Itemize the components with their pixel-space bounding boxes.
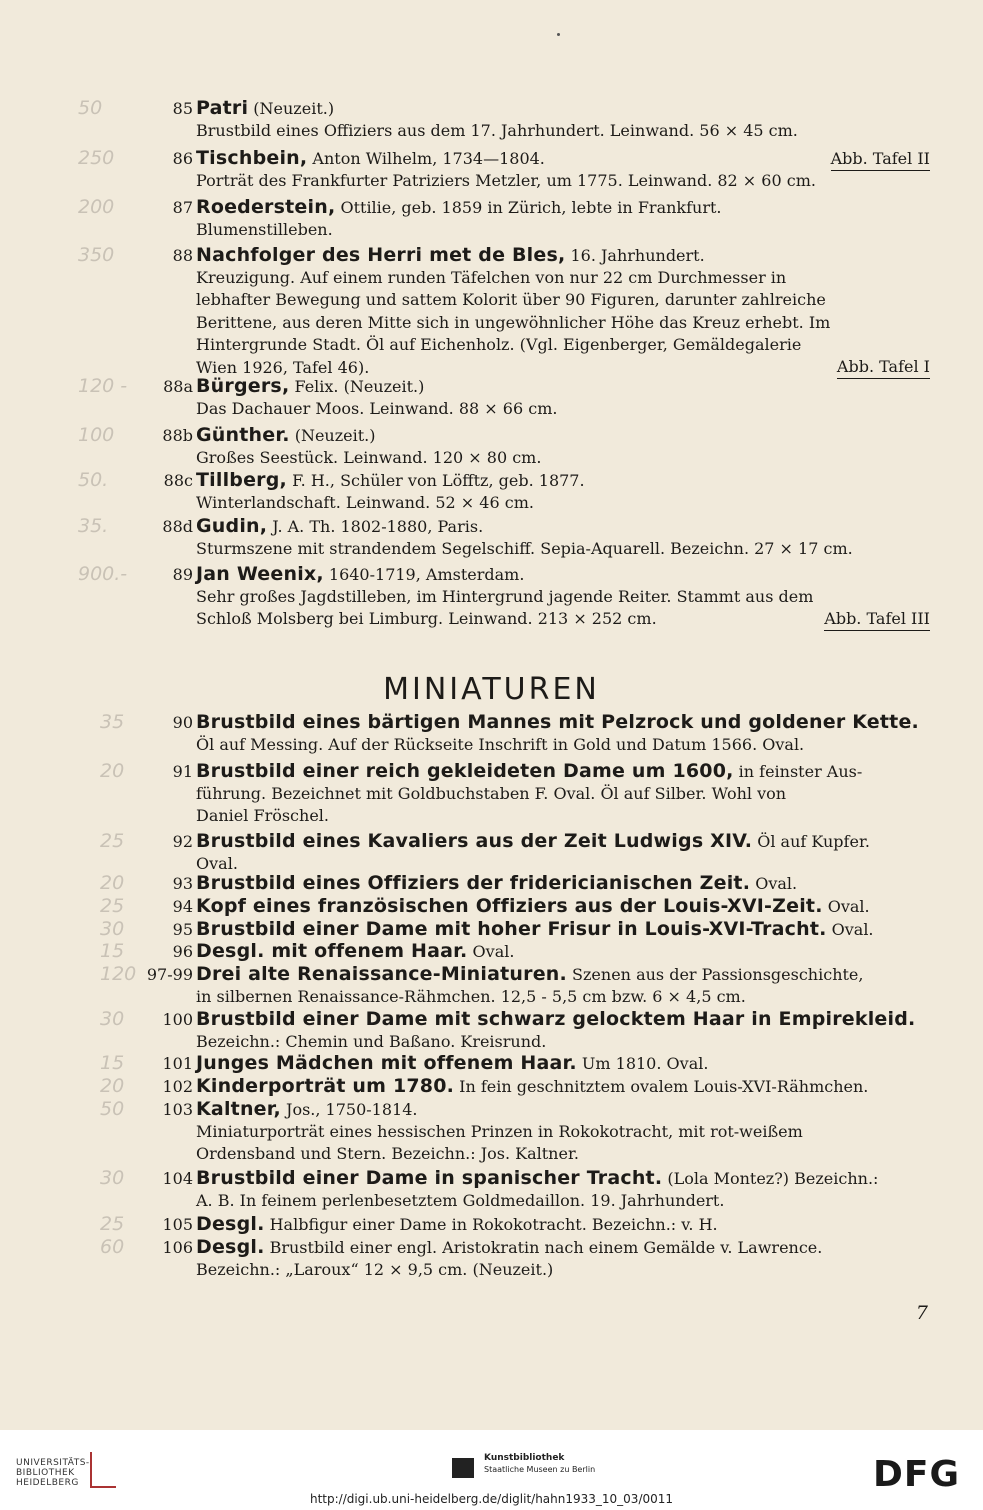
- lot-description: in silbernen Renaissance-Rähmchen. 12,5 - 5,5 cm bzw. 6 × 4,5 cm.: [196, 987, 746, 1006]
- lot-description: Öl auf Messing. Auf der Rückseite Inschrift in Gold und Datum 1566. Oval.: [196, 735, 805, 754]
- lot-description: Bezeichn.: Chemin und Baßano. Kreisrund.: [196, 1032, 547, 1051]
- lot-description: Wien 1926, Tafel 46).: [196, 357, 370, 377]
- lot-number: 94: [172, 897, 193, 916]
- plate-reference: Abb. Tafel III: [824, 608, 930, 631]
- lot-heading: [196, 1235, 822, 1260]
- lot-number: 96: [172, 942, 193, 961]
- lot-title: Tischbein,: [196, 147, 308, 169]
- lot-description: Daniel Fröschel.: [196, 806, 329, 826]
- lot-title: Desgl.: [196, 1213, 265, 1235]
- lot-description: Sturmszene mit strandendem Segelschiff. Sepia-Aquarell. Bezeichn. 27 × 17 cm.: [196, 539, 853, 558]
- lot-subtitle: Felix. (Neuzeit.): [289, 377, 425, 396]
- lot-heading: [196, 1097, 417, 1122]
- lot-number: 85: [172, 99, 193, 118]
- price-annotation: 50: [100, 1098, 125, 1120]
- price-annotation: 25: [100, 1213, 125, 1235]
- lot-description: Porträt des Frankfurter Patriziers Metzler, um 1775. Leinwand. 82 × 60 cm.: [196, 171, 816, 190]
- price-annotation: 900.-: [78, 563, 128, 585]
- price-annotation: 35: [100, 711, 125, 733]
- lot-number: 88c: [163, 471, 193, 490]
- lot-subtitle: In fein geschnitztem ovalem Louis-XVI-Rähmchen.: [454, 1077, 869, 1096]
- kb-title: Kunstbibliothek: [484, 1453, 565, 1463]
- lot-subtitle: Oval.: [822, 897, 870, 916]
- lot-heading: [196, 1074, 868, 1099]
- lot-description: Sehr großes Jagdstilleben, im Hintergrund jagende Reiter. Stammt aus dem: [196, 587, 814, 606]
- lot-description: Bezeichn.: „Laroux“ 12 × 9,5 cm. (Neuzeit.): [196, 1260, 554, 1279]
- lot-title: Jan Weenix,: [196, 563, 324, 585]
- lot-title: Kaltner,: [196, 1098, 281, 1120]
- plate-reference: Abb. Tafel I: [837, 356, 930, 379]
- lot-title: Brustbild eines Kavaliers aus der Zeit Ludwigs XIV.: [196, 830, 753, 852]
- price-annotation: 35.: [78, 515, 109, 537]
- price-annotation: 30: [100, 1167, 125, 1189]
- lot-heading: [196, 374, 424, 399]
- lot-number: 100: [162, 1010, 193, 1029]
- price-annotation: 250: [78, 147, 115, 169]
- lot-title: Junges Mädchen mit offenem Haar.: [196, 1052, 577, 1074]
- lot-title: Desgl. mit offenem Haar.: [196, 940, 468, 962]
- lot-description: Miniaturporträt eines hessischen Prinzen in Rokokotracht, mit rot-weißem: [196, 1122, 803, 1141]
- lot-heading: [196, 96, 334, 121]
- lot-subtitle: F. H., Schüler von Löfftz, geb. 1877.: [286, 471, 585, 490]
- lot-number: 97-99: [146, 965, 193, 984]
- lot-description: Blumenstilleben.: [196, 220, 333, 239]
- lot-heading: [196, 1007, 915, 1032]
- lot-subtitle: Oval.: [467, 942, 515, 961]
- lot-number: 104: [162, 1169, 193, 1188]
- kb-subtitle: Staatliche Museen zu Berlin: [484, 1465, 596, 1474]
- lot-subtitle: 1640-1719, Amsterdam.: [323, 565, 525, 584]
- lot-heading: [196, 1212, 718, 1237]
- lot-number: 88a: [163, 377, 193, 396]
- price-annotation: 30: [100, 918, 125, 940]
- lot-number: 93: [172, 874, 193, 893]
- price-annotation: 50: [78, 97, 103, 119]
- lot-description: lebhafter Bewegung und sattem Kolorit über 90 Figuren, darunter zahlreiche: [196, 290, 826, 310]
- lot-subtitle: Oval.: [826, 920, 874, 939]
- lot-number: 103: [162, 1100, 193, 1119]
- lot-subtitle: (Lola Montez?) Bezeichn.:: [662, 1169, 879, 1188]
- lot-heading: [196, 1051, 708, 1076]
- lot-description: Brustbild eines Offiziers aus dem 17. Jahrhundert. Leinwand. 56 × 45 cm.: [196, 121, 798, 140]
- lot-title: Brustbild einer reich gekleideten Dame um 1600,: [196, 760, 734, 782]
- lot-title: Brustbild einer Dame mit hoher Frisur in Louis-XVI-Tracht.: [196, 918, 827, 940]
- lot-subtitle: in feinster Aus-: [733, 762, 863, 781]
- lot-subtitle: Szenen aus der Passionsgeschichte,: [566, 965, 864, 984]
- lot-description: Oval.: [196, 854, 238, 873]
- plate-reference: Abb. Tafel II: [831, 148, 930, 171]
- price-annotation: 60: [100, 1236, 125, 1258]
- lot-subtitle: Oval.: [750, 874, 798, 893]
- lot-heading: [196, 146, 545, 171]
- lot-title: Gudin,: [196, 515, 268, 537]
- lot-description: Großes Seestück. Leinwand. 120 × 80 cm.: [196, 448, 542, 467]
- lot-title: Brustbild eines Offiziers der fridericianischen Zeit.: [196, 872, 751, 894]
- price-annotation: 20: [100, 1075, 125, 1097]
- lot-subtitle: Ottilie, geb. 1859 in Zürich, lebte in Frankfurt.: [335, 198, 722, 217]
- page-mark: [557, 33, 560, 36]
- lot-number: 88: [172, 246, 193, 265]
- lot-subtitle: Jos., 1750-1814.: [280, 1100, 418, 1119]
- lot-heading: [196, 562, 524, 587]
- lot-subtitle: (Neuzeit.): [248, 99, 335, 118]
- price-annotation: 120: [100, 963, 137, 985]
- lot-description: A. B. In feinem perlenbesetztem Goldmedaillon. 19. Jahrhundert.: [196, 1191, 725, 1210]
- lot-subtitle: Brustbild einer engl. Aristokratin nach einem Gemälde v. Lawrence.: [264, 1238, 823, 1257]
- lot-title: Kinderporträt um 1780.: [196, 1075, 455, 1097]
- lot-heading: [196, 514, 483, 539]
- lot-number: 88b: [162, 426, 193, 445]
- lot-title: Brustbild eines bärtigen Mannes mit Pelzrock und goldener Kette.: [196, 711, 919, 733]
- lot-heading: [196, 894, 870, 919]
- lot-title: Roederstein,: [196, 196, 336, 218]
- university-seal-icon: [90, 1452, 116, 1488]
- kunstbibliothek-label: [484, 1452, 595, 1475]
- lot-number: 95: [172, 920, 193, 939]
- lot-title: Kopf eines französischen Offiziers aus der Louis-XVI-Zeit.: [196, 895, 823, 917]
- lot-subtitle: Öl auf Kupfer.: [752, 832, 870, 851]
- lot-heading: [196, 1166, 878, 1191]
- price-annotation: 20: [100, 872, 125, 894]
- lot-number: 106: [162, 1238, 193, 1257]
- lot-number: 88d: [162, 517, 193, 536]
- lot-subtitle: Anton Wilhelm, 1734—1804.: [307, 149, 545, 168]
- lot-heading: [196, 871, 797, 896]
- lot-title: Günther.: [196, 424, 290, 446]
- lot-number: 101: [162, 1054, 193, 1073]
- lot-heading: [196, 939, 514, 964]
- source-url[interactable]: http://digi.ub.uni-heidelberg.de/diglit/hahn1933_10_03/0011: [309, 1492, 674, 1506]
- lot-heading: [196, 759, 862, 784]
- price-annotation: 100: [78, 424, 115, 446]
- lot-title: Bürgers,: [196, 375, 290, 397]
- lot-title: Tillberg,: [196, 469, 287, 491]
- lot-heading: [196, 468, 585, 493]
- price-annotation: 25: [100, 830, 125, 852]
- lot-heading: [196, 423, 376, 448]
- lot-heading: [196, 195, 722, 220]
- lot-description: Das Dachauer Moos. Leinwand. 88 × 66 cm.: [196, 399, 558, 418]
- price-annotation: 30: [100, 1008, 125, 1030]
- price-annotation: 15: [100, 1052, 125, 1074]
- lot-number: 87: [172, 198, 193, 217]
- lot-description: Hintergrunde Stadt. Öl auf Eichenholz. (Vgl. Eigenberger, Gemäldegalerie: [196, 335, 802, 355]
- university-logo: [16, 1458, 90, 1488]
- lot-number: 105: [162, 1215, 193, 1234]
- lot-description: Ordensband und Stern. Bezeichn.: Jos. Kaltner.: [196, 1144, 579, 1164]
- university-line: UNIVERSITÄTS-: [16, 1458, 90, 1468]
- lot-description: Winterlandschaft. Leinwand. 52 × 46 cm.: [196, 493, 534, 512]
- lot-number: 92: [172, 832, 193, 851]
- section-title: MINIATUREN: [383, 672, 600, 707]
- lot-title: Brustbild einer Dame in spanischer Tracht.: [196, 1167, 663, 1189]
- lot-number: 90: [172, 713, 193, 732]
- lot-title: Drei alte Renaissance-Miniaturen.: [196, 963, 567, 985]
- lot-heading: [196, 829, 870, 854]
- price-annotation: 350: [78, 244, 115, 266]
- lot-number: 86: [172, 149, 193, 168]
- university-line: HEIDELBERG: [16, 1478, 79, 1488]
- lot-number: 91: [172, 762, 193, 781]
- lot-description: führung. Bezeichnet mit Goldbuchstaben F. Oval. Öl auf Silber. Wohl von: [196, 784, 787, 803]
- price-annotation: 120 -: [78, 375, 128, 397]
- footer: [0, 1430, 983, 1510]
- lot-title: Desgl.: [196, 1236, 265, 1258]
- lot-description: Kreuzigung. Auf einem runden Täfelchen von nur 22 cm Durchmesser in: [196, 268, 787, 287]
- lot-description: Berittene, aus deren Mitte sich in ungewöhnlicher Höhe das Kreuz erhebt. Im: [196, 312, 831, 332]
- lot-title: Nachfolger des Herri met de Bles,: [196, 244, 566, 266]
- lot-number: 102: [162, 1077, 193, 1096]
- lot-heading: [196, 243, 705, 268]
- page-number: 7: [915, 1302, 928, 1324]
- lot-title: Brustbild einer Dame mit schwarz gelocktem Haar in Empirekleid.: [196, 1008, 916, 1030]
- lot-description: Schloß Molsberg bei Limburg. Leinwand. 213 × 252 cm.: [196, 609, 657, 629]
- price-annotation: 15: [100, 940, 125, 962]
- lot-heading: [196, 962, 863, 987]
- university-line: BIBLIOTHEK: [16, 1468, 75, 1478]
- lot-heading: [196, 710, 919, 735]
- lot-subtitle: (Neuzeit.): [289, 426, 376, 445]
- lot-number: 89: [172, 565, 193, 584]
- lot-subtitle: 16. Jahrhundert.: [565, 246, 705, 265]
- price-annotation: 50.: [78, 469, 109, 491]
- lot-subtitle: Halbfigur einer Dame in Rokokotracht. Bezeichn.: v. H.: [264, 1215, 718, 1234]
- price-annotation: 25: [100, 895, 125, 917]
- price-annotation: 20: [100, 760, 125, 782]
- price-annotation: 200: [78, 196, 115, 218]
- lot-subtitle: Um 1810. Oval.: [576, 1054, 709, 1073]
- lot-title: Patri: [196, 97, 249, 119]
- kunstbibliothek-logo-icon: [452, 1458, 474, 1478]
- dfg-logo: DFG: [873, 1454, 961, 1495]
- lot-subtitle: J. A. Th. 1802-1880, Paris.: [267, 517, 484, 536]
